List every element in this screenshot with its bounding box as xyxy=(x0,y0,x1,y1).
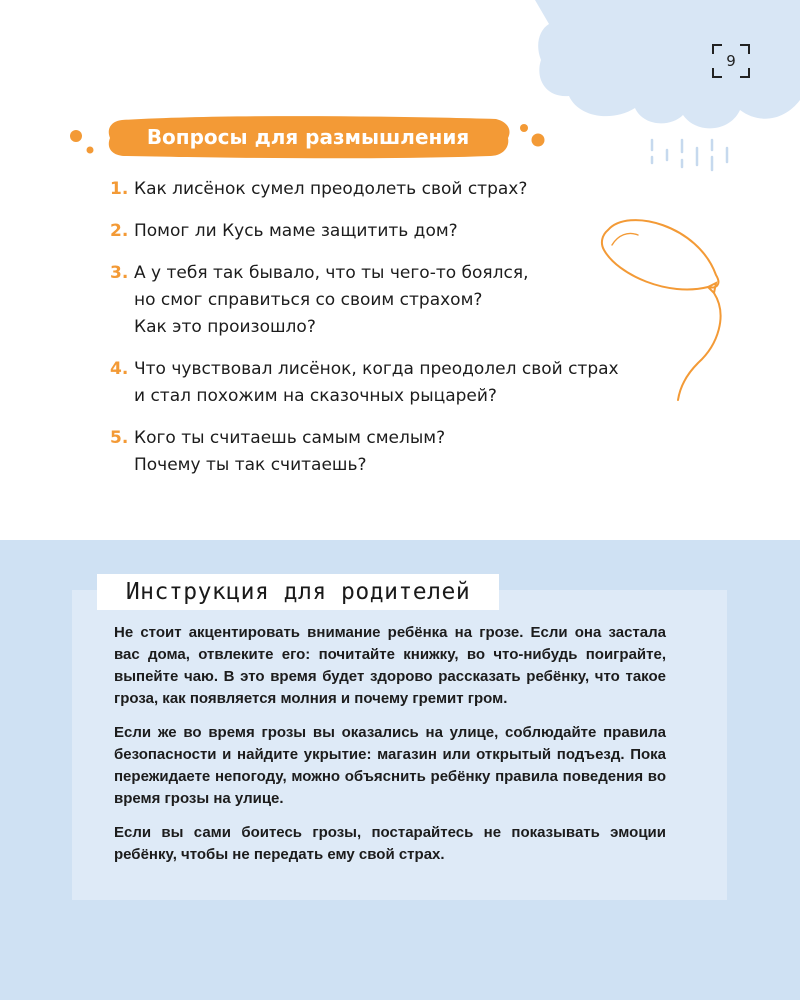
questions-list xyxy=(110,176,670,494)
question-text: Что чувствовал лисёнок, когда преодолел свой страх xyxy=(134,359,619,379)
questions-banner xyxy=(104,114,512,160)
instruction-paragraph: Не стоит акцентировать внимание ребёнка на грозе. Если она застала вас дома, отвлеките его: почитайте книжку, во что-нибудь поиграйте, выпейте чаю. В это время будет здорово рассказать ребёнку, что такое гроза, как появляется молния и почему гремит гром. xyxy=(114,624,666,707)
instruction-paragraph: Если вы сами боитесь грозы, постарайтесь не показывать эмоции ребёнку, чтобы не передать ему свой страх. xyxy=(114,824,666,863)
question-item xyxy=(110,356,670,410)
question-text: Почему ты так считаешь? xyxy=(134,455,367,475)
question-text: и стал похожим на сказочных рыцарей? xyxy=(134,386,497,406)
parents-title: Инструкция для родителей xyxy=(125,579,471,605)
balloon-illustration xyxy=(598,205,738,405)
question-number: 3. xyxy=(110,263,129,283)
question-text: Помог ли Кусь маме защитить дом? xyxy=(134,221,458,241)
page-number xyxy=(712,44,750,78)
question-text: Как это произошло? xyxy=(134,317,316,337)
question-number: 1. xyxy=(110,179,129,199)
question-item xyxy=(110,218,670,245)
question-text: но смог справиться со своим страхом? xyxy=(134,290,483,310)
question-text: Кого ты считаешь самым смелым? xyxy=(134,428,446,448)
page-number-text: 9 xyxy=(726,52,736,70)
question-text: Как лисёнок сумел преодолеть свой страх? xyxy=(134,179,528,199)
question-number: 4. xyxy=(110,359,129,379)
banner-dots-left xyxy=(66,124,106,164)
parents-title-label xyxy=(97,574,499,610)
instruction-paragraph: Если же во время грозы вы оказались на улице, соблюдайте правила безопасности и найдите укрытие: магазин или открытый подъезд. Пока пережидаете непогоду, можно объяснить ребёнку правила поведения во время грозы на улице. xyxy=(114,724,666,807)
rain-cloud-illustration xyxy=(535,0,800,190)
question-item xyxy=(110,425,670,479)
banner-dots-right xyxy=(512,118,552,160)
question-number: 2. xyxy=(110,221,129,241)
question-item xyxy=(110,176,670,203)
questions-title: Вопросы для размышления xyxy=(146,125,470,149)
question-item xyxy=(110,260,670,341)
question-number: 5. xyxy=(110,428,129,448)
question-text: А у тебя так бывало, что ты чего-то боялся, xyxy=(134,263,529,283)
parents-instruction-text xyxy=(114,622,666,878)
